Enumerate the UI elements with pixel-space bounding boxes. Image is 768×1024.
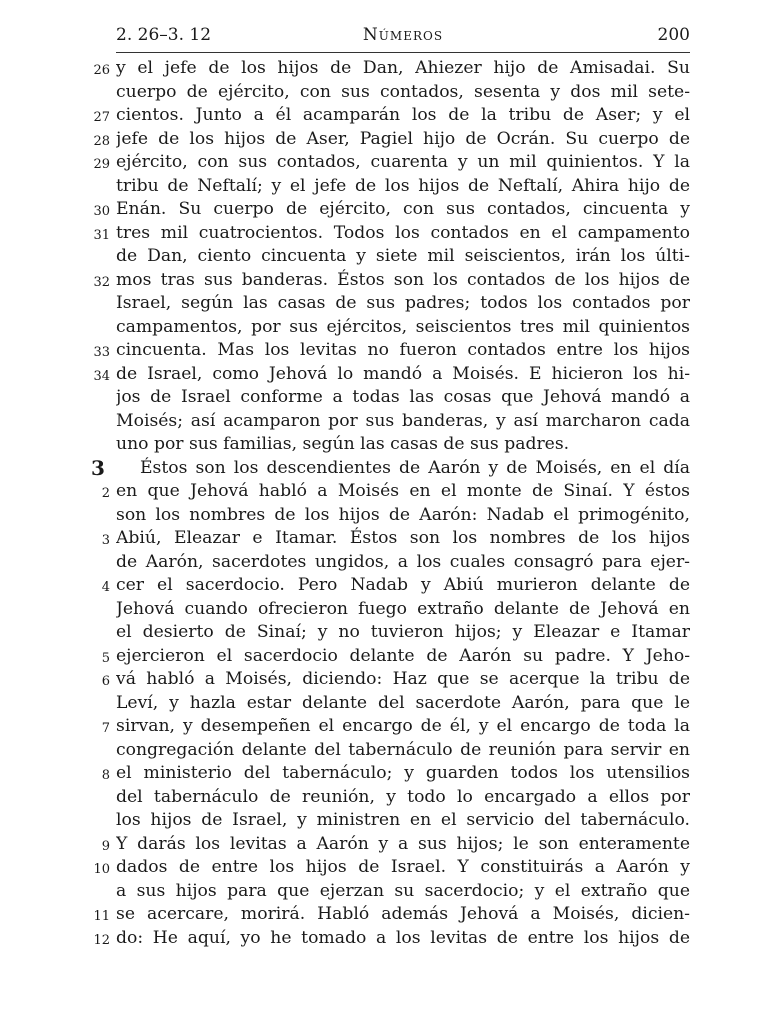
verse-number: 34	[93, 368, 110, 384]
chapter-number: 3	[91, 455, 105, 480]
text-line	[0, 175, 768, 199]
text-line	[0, 786, 768, 810]
text-line	[0, 551, 768, 575]
verse-range: 2. 26–3. 12	[116, 25, 212, 45]
line-text: Leví, y hazla estar delante del sacerdote Aarón, para que le	[116, 692, 690, 713]
text-line	[0, 128, 768, 152]
verse-number: 6	[101, 674, 110, 689]
text-line	[0, 715, 768, 739]
line-text: Éstos son los descendientes de Aarón y de Moisés, en el día	[140, 457, 690, 478]
page-number: 200	[657, 25, 690, 45]
text-line	[0, 927, 768, 951]
line-text: jefe de los hijos de Aser, Pagiel hijo de Ocrán. Su cuerpo de	[116, 128, 690, 149]
line-text: en que Jehová habló a Moisés en el monte de Sinaí. Y éstos	[116, 481, 690, 501]
line-text: de Dan, ciento cincuenta y siete mil seiscientos, irán los últi-	[116, 246, 690, 266]
line-text: Moisés; así acamparon por sus banderas, y así marcharon cada	[116, 410, 690, 431]
verse-number: 10	[93, 862, 110, 877]
verse-number: 28	[93, 133, 110, 149]
text-line	[0, 833, 768, 857]
text-line	[0, 222, 768, 246]
text-line	[0, 269, 768, 293]
line-text: Y darás los levitas a Aarón y a sus hijos; le son enteramente	[116, 833, 690, 854]
verse-number: 4	[101, 580, 110, 595]
line-text: dados de entre los hijos de Israel. Y constituirás a Aarón y	[116, 857, 690, 877]
text-line	[0, 809, 768, 833]
text-line	[0, 880, 768, 904]
text-line	[0, 81, 768, 105]
text-line	[0, 151, 768, 175]
line-text: congregación delante del tabernáculo de reunión para servir en	[116, 739, 690, 760]
verse-number: 11	[93, 909, 110, 924]
line-text: son los nombres de los hijos de Aarón: Nadab el primogénito,	[116, 504, 690, 525]
text-line	[0, 245, 768, 269]
text-line	[0, 621, 768, 645]
verse-number: 5	[101, 650, 110, 666]
header-rule	[116, 52, 690, 53]
line-text: Israel, según las casas de sus padres; todos los contados por	[116, 293, 690, 313]
line-text: se acercare, morirá. Habló además Jehová a Moisés, dicien-	[116, 904, 690, 924]
line-text: Enán. Su cuerpo de ejército, con sus contados, cincuenta y	[116, 199, 690, 219]
text-line	[0, 692, 768, 716]
text-line	[0, 645, 768, 669]
line-text: Abiú, Eleazar e Itamar. Éstos son los nombres de los hijos	[116, 528, 690, 548]
text-line	[0, 339, 768, 363]
text-line	[0, 410, 768, 434]
verse-number: 7	[101, 721, 110, 736]
line-text: sirvan, y desempeñen el encargo de él, y el encargo de toda la	[116, 716, 690, 736]
line-text: cuerpo de ejército, con sus contados, sesenta y dos mil sete-	[116, 81, 690, 102]
line-text: a sus hijos para que ejerzan su sacerdocio; y el extraño que	[116, 880, 690, 901]
verse-number: 8	[101, 768, 110, 783]
line-text: de Israel, como Jehová lo mandó a Moisés. E hicieron los hi-	[116, 363, 690, 384]
text-line	[0, 598, 768, 622]
text-line	[0, 386, 768, 410]
line-text: ejército, con sus contados, cuarenta y un mil quinientos. Y la	[116, 152, 690, 172]
line-text: Jehová cuando ofrecieron fuego extraño delante de Jehová en	[116, 598, 690, 619]
verse-number: 3	[101, 533, 110, 548]
text-line	[0, 457, 768, 481]
verse-number: 26	[93, 63, 110, 78]
text-line	[0, 903, 768, 927]
line-text: vá habló a Moisés, diciendo: Haz que se acerque la tribu de	[116, 669, 690, 689]
line-text: mos tras sus banderas. Éstos son los contados de los hijos de	[116, 269, 690, 290]
text-body	[0, 57, 768, 950]
line-text: uno por sus familias, según las casas de sus padres.	[116, 434, 570, 454]
line-text: ejercieron el sacerdocio delante de Aarón su padre. Y Jeho-	[116, 645, 690, 666]
text-line	[0, 433, 768, 457]
verse-number: 32	[93, 274, 110, 290]
line-text: y el jefe de los hijos de Dan, Ahiezer hijo de Amisadai. Su	[116, 58, 690, 78]
line-text: jos de Israel conforme a todas las cosas que Jehová mandó a	[116, 387, 690, 407]
verse-number: 9	[101, 838, 110, 854]
line-text: cincuenta. Mas los levitas no fueron contados entre los hijos	[116, 340, 690, 360]
line-text: do: He aquí, yo he tomado a los levitas de entre los hijos de	[116, 927, 690, 948]
running-header	[116, 20, 690, 50]
text-line	[0, 574, 768, 598]
text-line	[0, 292, 768, 316]
line-text: tribu de Neftalí; y el jefe de los hijos de Neftalí, Ahira hijo de	[116, 175, 690, 196]
line-text: del tabernáculo de reunión, y todo lo encargado a ellos por	[116, 786, 690, 807]
text-line	[0, 504, 768, 528]
text-line	[0, 480, 768, 504]
verse-number: 2	[101, 486, 110, 501]
verse-number: 29	[93, 157, 110, 172]
line-text: cer el sacerdocio. Pero Nadab y Abiú murieron delante de	[116, 575, 690, 595]
verse-number: 30	[93, 204, 110, 219]
text-line	[0, 527, 768, 551]
text-line	[0, 668, 768, 692]
line-text: los hijos de Israel, y ministren en el servicio del tabernáculo.	[116, 810, 690, 830]
line-text: el desierto de Sinaí; y no tuvieron hijos; y Eleazar e Itamar	[116, 622, 690, 642]
text-line	[0, 198, 768, 222]
text-line	[0, 762, 768, 786]
verse-number: 12	[93, 932, 110, 948]
verse-number: 31	[93, 227, 110, 243]
line-text: el ministerio del tabernáculo; y guarden todos los utensilios	[116, 763, 690, 783]
line-text: campamentos, por sus ejércitos, seiscientos tres mil quinientos	[116, 316, 690, 337]
line-text: tres mil cuatrocientos. Todos los contados en el campamento	[116, 222, 690, 243]
line-text: cientos. Junto a él acamparán los de la tribu de Aser; y el	[116, 105, 690, 125]
text-line	[0, 856, 768, 880]
line-text: de Aarón, sacerdotes ungidos, a los cuales consagró para ejer-	[116, 551, 690, 572]
verse-number: 33	[93, 345, 110, 360]
text-line	[0, 57, 768, 81]
book-title: Números	[362, 25, 444, 45]
text-line	[0, 104, 768, 128]
text-line	[0, 316, 768, 340]
text-line	[0, 363, 768, 387]
verse-number: 27	[93, 110, 110, 125]
text-line	[0, 739, 768, 763]
